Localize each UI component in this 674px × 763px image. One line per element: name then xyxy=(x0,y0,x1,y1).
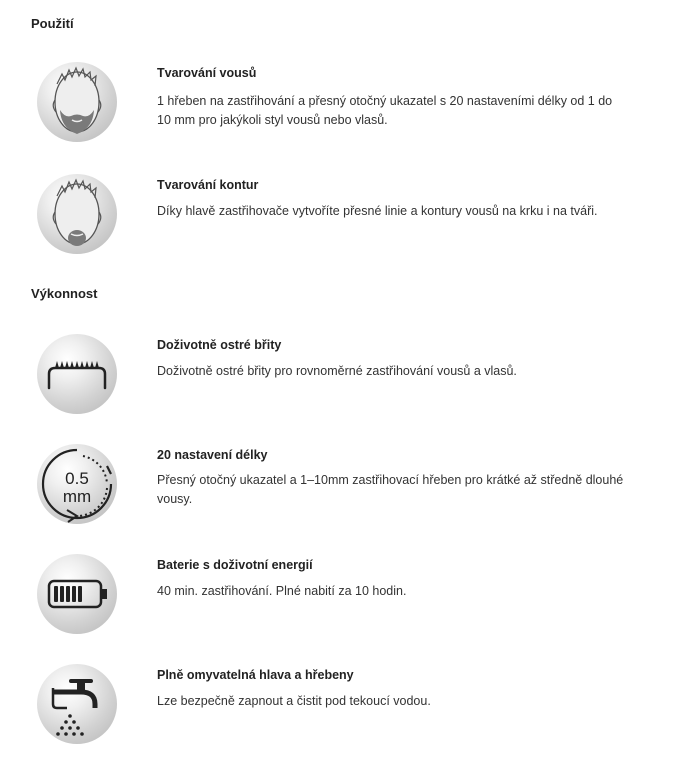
sharp-blades-icon xyxy=(37,334,117,414)
contour-shaping-icon xyxy=(37,174,117,254)
section-title-performance: Výkonnost xyxy=(31,286,98,301)
feature-description: 1 hřeben na zastřihování a přesný otočný ukazatel s 20 nastaveními délky od 1 do 10 mm pro jakýkoli styl vousů nebo vlasů. xyxy=(157,94,613,127)
beard-shaping-icon xyxy=(37,62,117,142)
feature-description: Lze bezpečně zapnout a čistit pod tekoucí vodou. xyxy=(157,694,431,708)
feature-description: 40 min. zastřihování. Plné nabití za 10 hodin. xyxy=(157,584,407,598)
feature-title: Baterie s doživotní energií xyxy=(157,558,313,572)
battery-icon xyxy=(37,554,117,634)
section-title-usage: Použití xyxy=(31,16,74,31)
feature-title: Plně omyvatelná hlava a hřebeny xyxy=(157,668,354,682)
length-unit-label: mm xyxy=(62,487,92,506)
feature-title: Tvarování vousů xyxy=(157,66,257,80)
faucet-water-icon xyxy=(37,664,117,744)
feature-title: 20 nastavení délky xyxy=(157,448,268,462)
feature-title: Doživotně ostré břity xyxy=(157,338,282,352)
feature-description: Přesný otočný ukazatel a 1–10mm zastřihovací hřeben pro krátké až středně dlouhé vousy. xyxy=(157,473,624,506)
feature-description: Doživotně ostré břity pro rovnoměrné zastřihování vousů a vlasů. xyxy=(157,364,517,378)
length-value-label: 0.5 xyxy=(65,469,89,488)
length-settings-icon xyxy=(37,444,117,524)
feature-title: Tvarování kontur xyxy=(157,178,259,192)
feature-description: Díky hlavě zastřihovače vytvoříte přesné linie a kontury vousů na krku i na tváři. xyxy=(157,204,598,218)
